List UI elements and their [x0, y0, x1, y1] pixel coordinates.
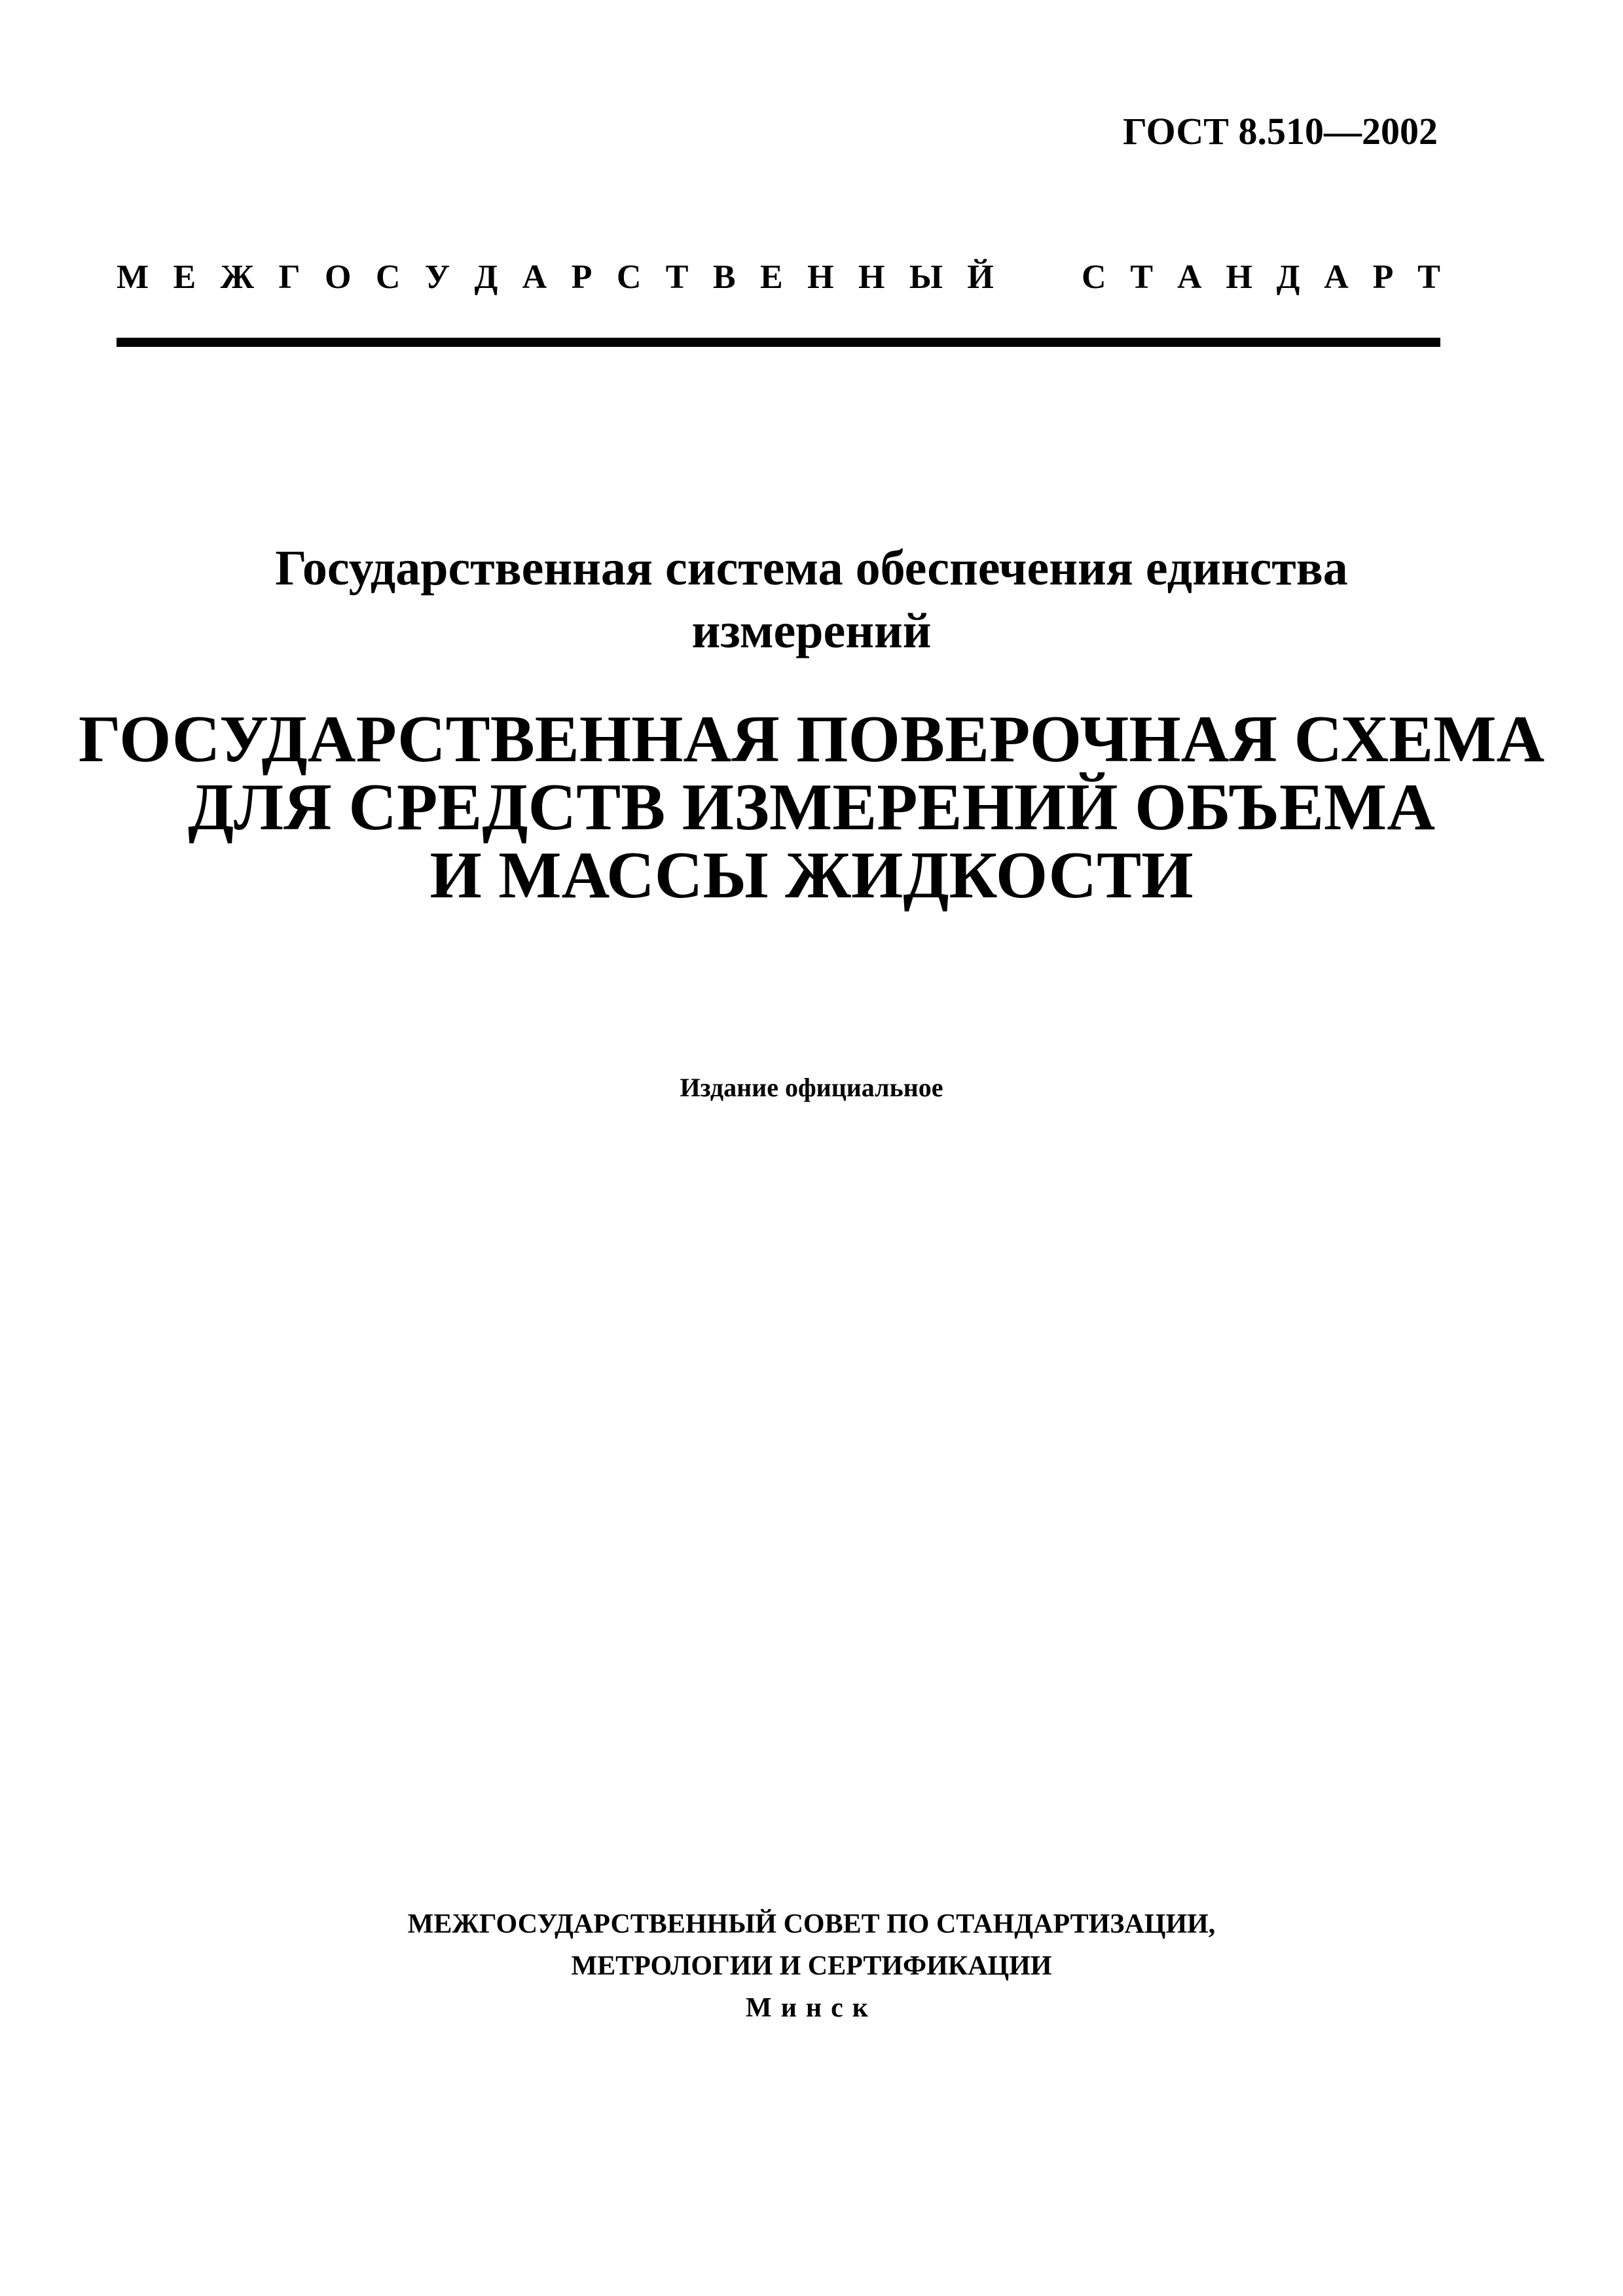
- subtitle-line: измерений: [691, 603, 932, 658]
- letter: Д: [1276, 259, 1300, 296]
- title-line: И МАССЫ ЖИДКОСТИ: [429, 838, 1194, 912]
- publisher-block: [0, 1903, 1623, 2029]
- title-line: ГОСУДАРСТВЕННАЯ ПОВЕРОЧНАЯ СХЕМА: [78, 702, 1545, 776]
- header-divider: [117, 338, 1440, 347]
- letter: А: [522, 259, 547, 296]
- title-line: ДЛЯ СРЕДСТВ ИЗМЕРЕНИЙ ОБЪЕМА: [188, 770, 1435, 844]
- letter: Й: [967, 259, 994, 296]
- letter: Е: [173, 259, 196, 296]
- letter: Ы: [909, 259, 943, 296]
- letter: Т: [1417, 259, 1440, 296]
- letter: Н: [858, 259, 885, 296]
- letter: Т: [665, 259, 689, 296]
- standard-type-heading: [117, 260, 1440, 295]
- letter: Т: [1130, 259, 1154, 296]
- standard-type-word-interstate: [117, 260, 994, 295]
- letter: У: [424, 259, 450, 296]
- letter: С: [616, 259, 642, 296]
- document-title: [0, 702, 1623, 912]
- publisher-line: МЕТРОЛОГИИ И СЕРТИФИКАЦИИ: [571, 1951, 1052, 1981]
- letter: Д: [474, 259, 498, 296]
- letter: Е: [760, 259, 783, 296]
- subtitle-line: Государственная система обеспечения единства: [275, 541, 1348, 596]
- letter: О: [324, 259, 352, 296]
- letter: Н: [1226, 259, 1252, 296]
- document-number: ГОСТ 8.510—2002: [1123, 110, 1438, 152]
- letter: Р: [571, 259, 593, 296]
- publisher-city: Минск: [746, 1993, 877, 2023]
- letter: С: [375, 259, 401, 296]
- letter: С: [1082, 259, 1106, 296]
- letter: Ж: [220, 259, 255, 296]
- edition-label: Издание официальное: [680, 1073, 943, 1102]
- letter: А: [1324, 259, 1349, 296]
- document-subtitle: [0, 537, 1623, 662]
- standard-type-word-standard: [1082, 260, 1440, 295]
- publisher-line: МЕЖГОСУДАРСТВЕННЫЙ СОВЕТ ПО СТАНДАРТИЗАЦИИ,: [407, 1909, 1216, 1939]
- letter: Н: [807, 259, 834, 296]
- letter: Р: [1372, 259, 1394, 296]
- letter: В: [712, 259, 736, 296]
- letter: А: [1176, 259, 1202, 296]
- letter: М: [117, 259, 149, 296]
- letter: Г: [278, 259, 301, 296]
